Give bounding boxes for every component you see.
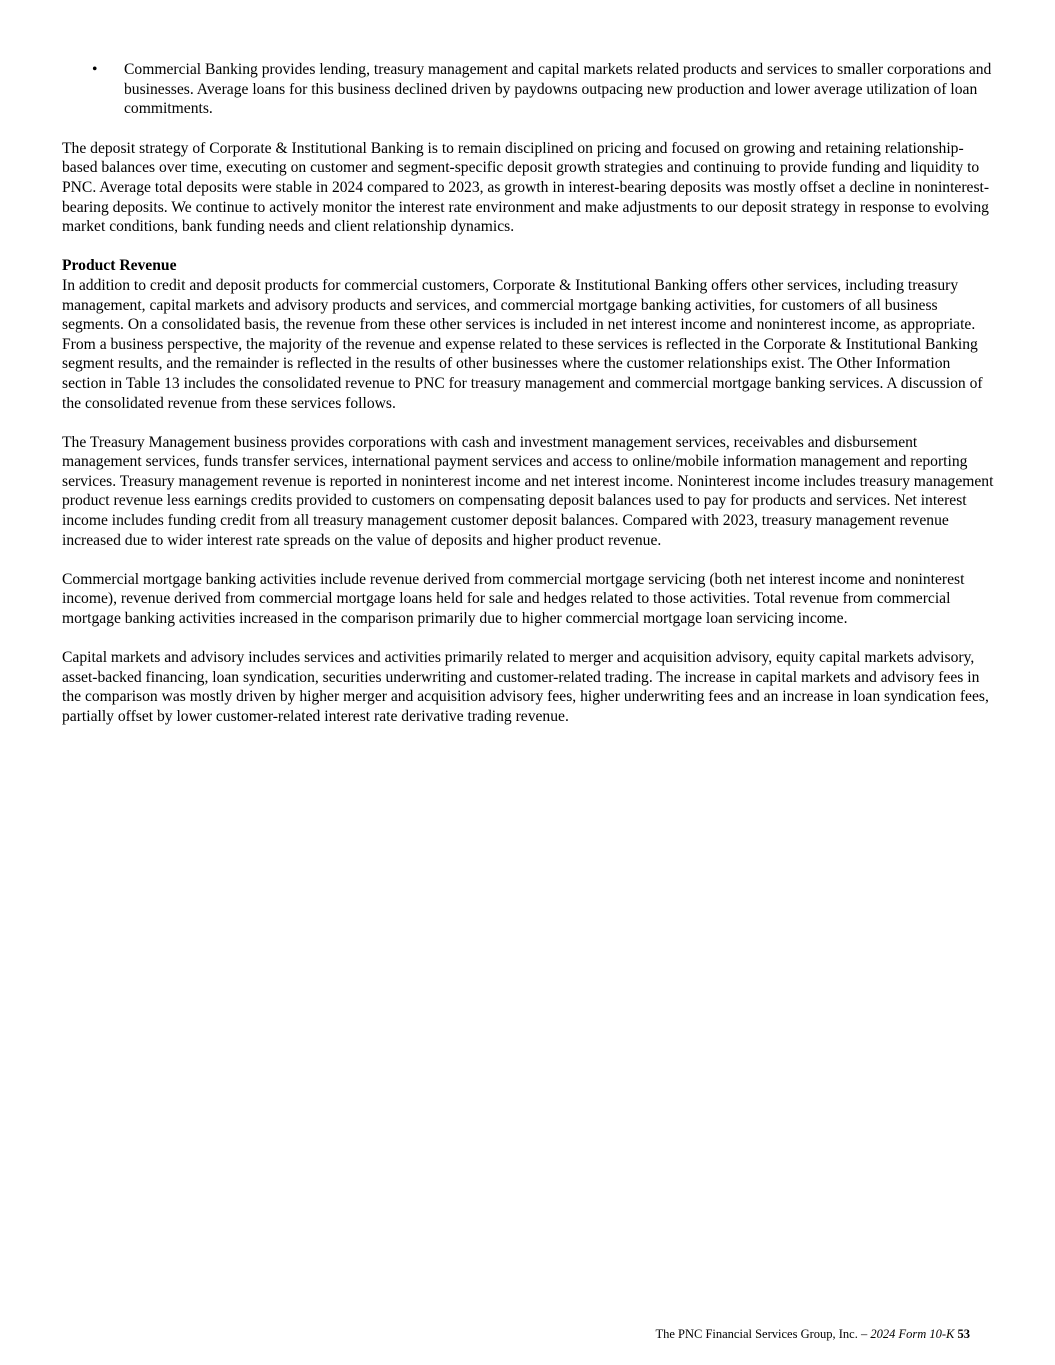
- document-body: [62, 60, 998, 746]
- bullet-text: Commercial Banking provides lending, treasury management and capital markets related products and services to smaller corporations and businesses. Average loans for this business declined driven by paydowns outpacing new production and lower average utilization of loan commitments.: [124, 61, 992, 118]
- bullet-mark: •: [92, 61, 98, 78]
- paragraph-treasury-management: The Treasury Management business provides corporations with cash and investment management services, receivables and disbursement management services, funds transfer services, international payment services and access to online/mobile information management and reporting services. Treasury management revenue is reported in noninterest income and net interest income. Noninterest income includes treasury management product revenue less earnings credits provided to customers on compensating deposit balances used to pay for products and services. Net interest income includes funding credit from all treasury management customer deposit balances. Compared with 2023, treasury management revenue increased due to wider interest rate spreads on the value of deposits and higher product revenue.: [62, 433, 994, 549]
- paragraph-product-revenue: In addition to credit and deposit products for commercial customers, Corporate & Institutional Banking offers other services, including treasury management, capital markets and advisory products and services, and commercial mortgage banking activities, for customers of all business segments. On a consolidated basis, the revenue from these other services is included in net interest income and noninterest income, as appropriate. From a business perspective, the majority of the revenue and expense related to these services is reflected in the Corporate & Institutional Banking segment results, and the remainder is reflected in the results of other businesses where the customer relationships exist. The Other Information section in Table 13 includes the consolidated revenue to PNC for treasury management and commercial mortgage banking services. A discussion of the consolidated revenue from these services follows.: [62, 276, 983, 412]
- paragraph-deposit-strategy: The deposit strategy of Corporate & Institutional Banking is to remain disciplined on pricing and focused on growing and retaining relationship-based balances over time, executing on customer and segment-specific deposit growth strategies and continuing to provide funding and liquidity to PNC. Average total deposits were stable in 2024 compared to 2023, as growth in interest-bearing deposits was mostly offset a decline in noninterest-bearing deposits. We continue to actively monitor the interest rate environment and make adjustments to our deposit strategy in response to evolving market conditions, bank funding needs and client relationship dynamics.: [62, 139, 990, 236]
- section-heading-product-revenue: Product Revenue: [62, 257, 177, 275]
- page-footer: [655, 1326, 970, 1342]
- paragraph-commercial-mortgage: Commercial mortgage banking activities include revenue derived from commercial mortgage servicing (both net interest income and noninterest income), revenue derived from commercial mortgage loans held for sale and hedges related to those activities. Total revenue from commercial mortgage banking activities increased in the comparison primarily due to higher commercial mortgage loan servicing income.: [62, 570, 965, 628]
- paragraph-capital-markets: Capital markets and advisory includes services and activities primarily related to merger and acquisition advisory, equity capital markets advisory, asset-backed financing, loan syndication, securities underwriting and customer-related trading. The increase in capital markets and advisory fees in the comparison was mostly driven by higher merger and acquisition advisory fees, higher underwriting fees and an increase in loan syndication fees, partially offset by lower customer-related interest rate derivative trading revenue.: [62, 649, 989, 725]
- footer-company: The PNC Financial Services Group, Inc. –: [655, 1327, 868, 1341]
- page-number: 53: [957, 1327, 970, 1341]
- bullet-commercial-banking: [62, 60, 998, 119]
- footer-form: 2024 Form 10-K: [870, 1327, 955, 1341]
